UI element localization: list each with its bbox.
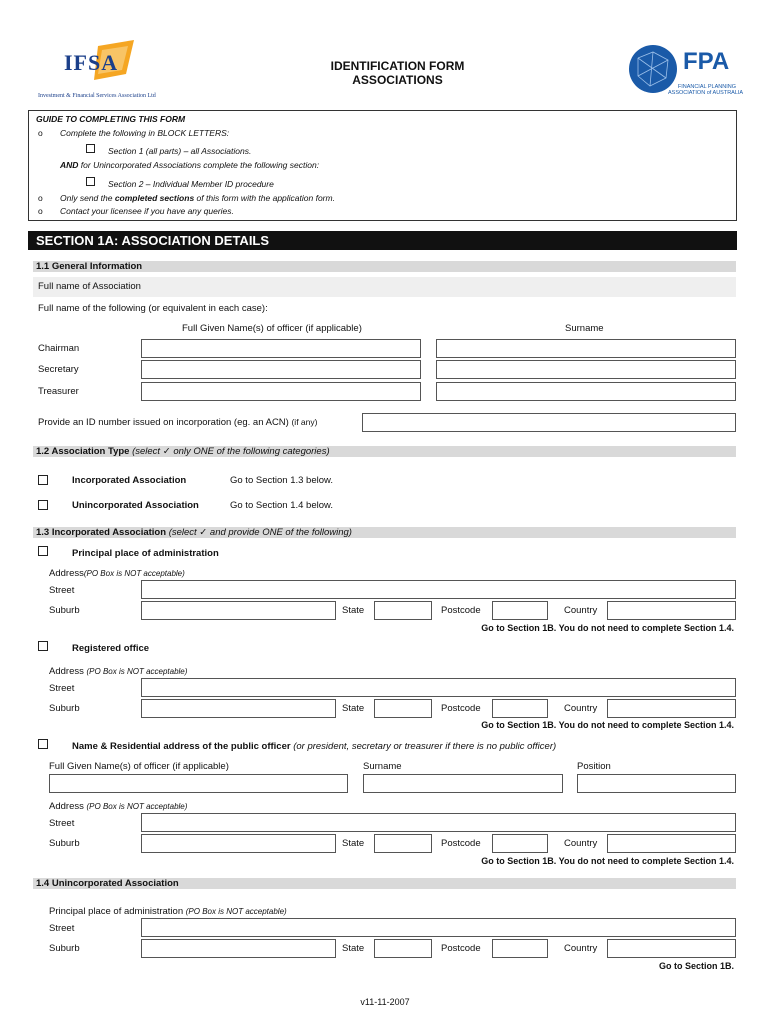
address-label: Address (PO Box is NOT acceptable) bbox=[49, 801, 188, 812]
state-label: State bbox=[342, 605, 365, 616]
fpa-wordmark: FPA bbox=[683, 48, 730, 75]
country-label: Country bbox=[564, 838, 598, 849]
treasurer-given-input[interactable] bbox=[141, 382, 421, 401]
goto-1b-note: Go to Section 1B. You do not need to complete Section 1.4. bbox=[481, 623, 734, 633]
guide-section1: Section 1 (all parts) – all Associations. bbox=[108, 146, 252, 156]
officer-country-input[interactable] bbox=[607, 834, 736, 853]
chairman-given-input[interactable] bbox=[141, 339, 421, 358]
incorporated-checkbox[interactable] bbox=[38, 475, 48, 485]
address-label: Address (PO Box is NOT acceptable) bbox=[49, 666, 188, 677]
principal-place-label: Principal place of administration bbox=[72, 548, 219, 559]
unincorporated-heading: 1.4 Unincorporated Association bbox=[33, 878, 736, 889]
bullet: o bbox=[38, 193, 43, 203]
incorporated-goto: Go to Section 1.3 below. bbox=[230, 475, 333, 486]
full-name-label: Full name of Association bbox=[38, 281, 141, 292]
principal-place-label: Principal place of administration (PO Box is NOT acceptable) bbox=[49, 906, 287, 917]
registered-state-input[interactable] bbox=[374, 699, 432, 718]
principal-state-input[interactable] bbox=[374, 601, 432, 620]
postcode-label: Postcode bbox=[441, 943, 481, 954]
suburb-label: Suburb bbox=[49, 838, 80, 849]
id-number-label: Provide an ID number issued on incorporation (eg. an ACN) (if any) bbox=[38, 417, 318, 428]
registered-postcode-input[interactable] bbox=[492, 699, 548, 718]
country-label: Country bbox=[564, 943, 598, 954]
section1-checkbox[interactable] bbox=[86, 144, 95, 153]
principal-place-checkbox[interactable] bbox=[38, 546, 48, 556]
officer-given-input[interactable] bbox=[49, 774, 348, 793]
street-label: Street bbox=[49, 818, 75, 829]
treasurer-label: Treasurer bbox=[38, 386, 79, 397]
guide-contact: Contact your licensee if you have any queries. bbox=[60, 206, 234, 216]
unincorporated-goto: Go to Section 1.4 below. bbox=[230, 500, 333, 511]
public-officer-label: Name & Residential address of the public officer (or president, secretary or treasurer if there is no public officer) bbox=[72, 741, 557, 752]
registered-suburb-input[interactable] bbox=[141, 699, 336, 718]
suburb-label: Suburb bbox=[49, 943, 80, 954]
officer-position-input[interactable] bbox=[577, 774, 736, 793]
guide-and-line: AND for Unincorporated Associations complete the following section: bbox=[60, 160, 320, 170]
unincorporated-label: Unincorporated Association bbox=[72, 500, 199, 511]
association-type-heading: 1.2 Association Type (select ✓ only ONE of the following categories) bbox=[33, 446, 736, 457]
suburb-label: Suburb bbox=[49, 703, 80, 714]
uninc-street-input[interactable] bbox=[141, 918, 736, 937]
street-label: Street bbox=[49, 683, 75, 694]
registered-street-input[interactable] bbox=[141, 678, 736, 697]
unincorporated-checkbox[interactable] bbox=[38, 500, 48, 510]
officer-surname-input[interactable] bbox=[363, 774, 563, 793]
postcode-label: Postcode bbox=[441, 703, 481, 714]
principal-country-input[interactable] bbox=[607, 601, 736, 620]
incorporated-label: Incorporated Association bbox=[72, 475, 187, 486]
country-label: Country bbox=[564, 703, 598, 714]
ifsa-subtitle: Investment & Financial Services Association Ltd bbox=[38, 93, 156, 99]
registered-country-input[interactable] bbox=[607, 699, 736, 718]
postcode-label: Postcode bbox=[441, 838, 481, 849]
ifsa-logo bbox=[36, 40, 166, 102]
street-label: Street bbox=[49, 923, 75, 934]
treasurer-surname-input[interactable] bbox=[436, 382, 736, 401]
association-name-input[interactable] bbox=[152, 277, 736, 297]
state-label: State bbox=[342, 943, 365, 954]
uninc-country-input[interactable] bbox=[607, 939, 736, 958]
given-names-column: Full Given Name(s) of officer (if applicable) bbox=[182, 323, 362, 334]
acn-input[interactable] bbox=[362, 413, 736, 432]
officer-given-label: Full Given Name(s) of officer (if applicable) bbox=[49, 761, 229, 772]
officer-suburb-input[interactable] bbox=[141, 834, 336, 853]
address-label: Address(PO Box is NOT acceptable) bbox=[49, 568, 185, 579]
section-1a-header: SECTION 1A: ASSOCIATION DETAILS bbox=[28, 231, 737, 250]
postcode-label: Postcode bbox=[441, 605, 481, 616]
suburb-label: Suburb bbox=[49, 605, 80, 616]
guide-only-send: Only send the completed sections of this form with the application form. bbox=[60, 193, 335, 203]
uninc-state-input[interactable] bbox=[374, 939, 432, 958]
officer-position-label: Position bbox=[577, 761, 611, 772]
public-officer-checkbox[interactable] bbox=[38, 739, 48, 749]
general-info-heading: 1.1 General Information bbox=[33, 261, 736, 272]
principal-suburb-input[interactable] bbox=[141, 601, 336, 620]
fpa-logo bbox=[628, 42, 744, 102]
chairman-label: Chairman bbox=[38, 343, 80, 354]
guide-line-1: Complete the following in BLOCK LETTERS: bbox=[60, 128, 230, 138]
officer-surname-label: Surname bbox=[363, 761, 402, 772]
uninc-suburb-input[interactable] bbox=[141, 939, 336, 958]
officer-street-input[interactable] bbox=[141, 813, 736, 832]
secretary-given-input[interactable] bbox=[141, 360, 421, 379]
goto-1b-note: Go to Section 1B. You do not need to complete Section 1.4. bbox=[481, 720, 734, 730]
page-title: IDENTIFICATION FORM ASSOCIATIONS bbox=[330, 59, 465, 87]
principal-postcode-input[interactable] bbox=[492, 601, 548, 620]
street-label: Street bbox=[49, 585, 75, 596]
version-footer: v11-11-2007 bbox=[360, 997, 410, 1007]
fpa-subtitle: FINANCIAL PLANNING ASSOCIATION of AUSTRALIA bbox=[668, 84, 744, 96]
ifsa-wordmark: IFSA bbox=[64, 50, 119, 75]
principal-street-input[interactable] bbox=[141, 580, 736, 599]
full-name-following-label: Full name of the following (or equivalent in each case): bbox=[38, 303, 268, 314]
state-label: State bbox=[342, 703, 365, 714]
guide-heading: GUIDE TO COMPLETING THIS FORM bbox=[36, 114, 186, 124]
state-label: State bbox=[342, 838, 365, 849]
country-label: Country bbox=[564, 605, 598, 616]
registered-office-label: Registered office bbox=[72, 643, 150, 654]
chairman-surname-input[interactable] bbox=[436, 339, 736, 358]
registered-office-checkbox[interactable] bbox=[38, 641, 48, 651]
guide-section2: Section 2 – Individual Member ID procedure bbox=[108, 179, 274, 189]
uninc-postcode-input[interactable] bbox=[492, 939, 548, 958]
bullet: o bbox=[38, 128, 43, 138]
secretary-surname-input[interactable] bbox=[436, 360, 736, 379]
surname-column: Surname bbox=[565, 323, 604, 334]
section2-checkbox[interactable] bbox=[86, 177, 95, 186]
goto-1b-note: Go to Section 1B. bbox=[658, 961, 734, 971]
bullet: o bbox=[38, 206, 43, 216]
secretary-label: Secretary bbox=[38, 364, 79, 375]
incorporated-heading: 1.3 Incorporated Association (select ✓ and provide ONE of the following) bbox=[33, 527, 736, 538]
goto-1b-note: Go to Section 1B. You do not need to complete Section 1.4. bbox=[481, 856, 734, 866]
officer-state-input[interactable] bbox=[374, 834, 432, 853]
officer-postcode-input[interactable] bbox=[492, 834, 548, 853]
